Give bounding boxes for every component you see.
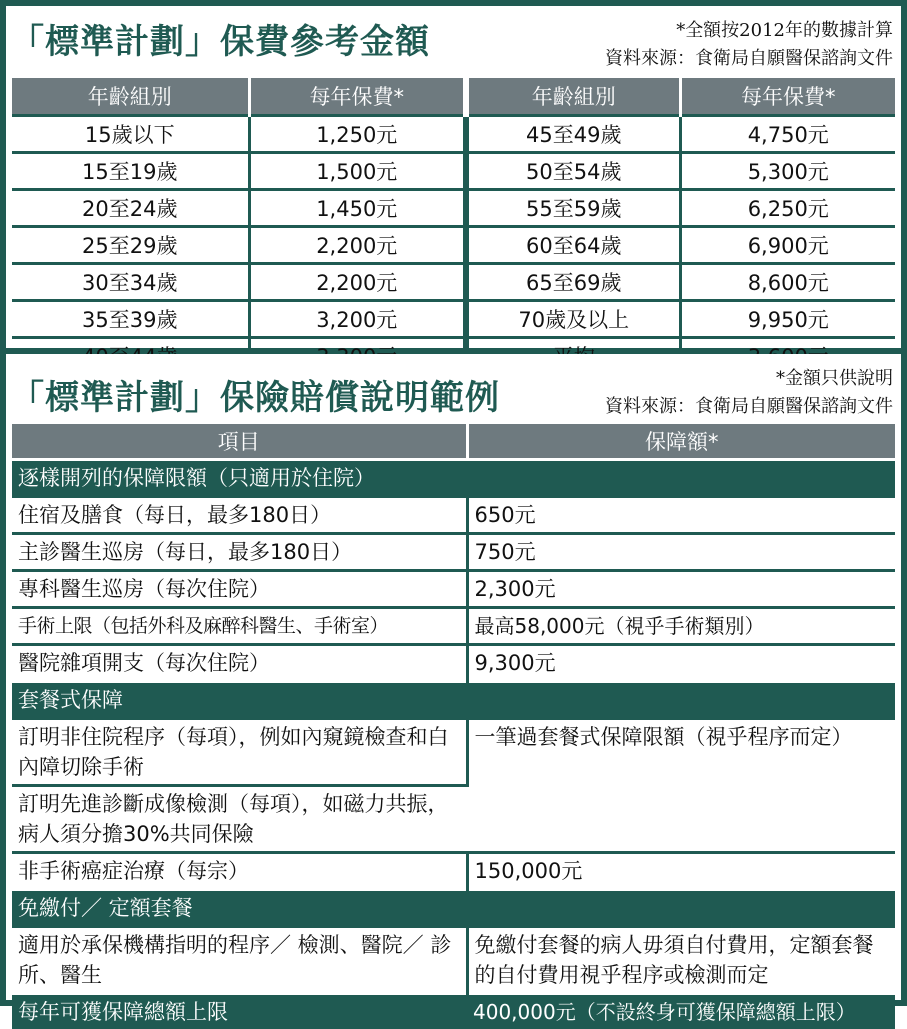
age-cell: 45至49歲 [466,116,680,153]
item-cell: 手術上限（包括外科及麻醉科醫生、手術室） [12,608,467,645]
item-cell: 訂明先進診斷成像檢測（每項），如磁力共振，病人須分擔30%共同保險 [12,786,467,853]
total-value: 400,000元（不設終身可獲保障總額上限） [467,994,895,1029]
coverage-cell: 9,300元 [467,645,895,682]
coverage-cell: 150,000元 [467,853,895,890]
premium-cell: 9,950元 [680,301,895,338]
header-annual-premium: 每年保費* [680,78,895,116]
table-row [12,719,895,786]
compensation-footnote: *金額只供說明 [776,364,893,390]
table-row [12,608,895,645]
premium-cell: 6,900元 [680,227,895,264]
premium-table [12,78,895,373]
premium-cell: 1,500元 [249,153,466,190]
compensation-title: 「標準計劃」保險賠償說明範例 [10,370,500,419]
table-row [12,571,895,608]
coverage-cell: 免繳付套餐的病人毋須自付費用，定額套餐的自付費用視乎程序或檢測而定 [467,927,895,994]
coverage-cell: 一筆過套餐式保障限額（視乎程序而定） [467,719,895,853]
compensation-source: 資料來源：食衛局自願醫保諮詢文件 [605,392,893,418]
item-cell: 主診醫生巡房（每日，最多180日） [12,534,467,571]
table-row [12,116,895,153]
compensation-table [12,424,895,1029]
age-cell: 65至69歲 [466,264,680,301]
item-cell: 適用於承保機構指明的程序／ 檢測、醫院／ 診所、醫生 [12,927,467,994]
premium-cell: 5,300元 [680,153,895,190]
premium-cell: 2,200元 [249,264,466,301]
premium-section [6,6,901,348]
table-row [12,190,895,227]
category-label: 免繳付／ 定額套餐 [12,890,895,927]
age-cell: 15至19歲 [12,153,249,190]
premium-cell: 1,450元 [249,190,466,227]
age-cell: 55至59歲 [466,190,680,227]
age-cell: 70歲及以上 [466,301,680,338]
table-row [12,153,895,190]
age-cell: 30至34歲 [12,264,249,301]
header-coverage: 保障額* [467,424,895,460]
category-label: 逐樣開列的保障限額（只適用於住院） [12,460,895,497]
header-age-group: 年齡組別 [12,78,249,116]
premium-cell: 3,200元 [249,301,466,338]
age-cell: 50至54歲 [466,153,680,190]
header-item: 項目 [12,424,467,460]
item-cell: 訂明非住院程序（每項），例如內窺鏡檢查和白內障切除手術 [12,719,467,786]
compensation-section [6,354,901,1000]
compensation-header-row [12,424,895,460]
total-label: 每年可獲保障總額上限 [12,994,467,1029]
category-row [12,460,895,497]
premium-cell: 8,600元 [680,264,895,301]
age-cell: 60至64歲 [466,227,680,264]
total-row [12,994,895,1029]
premium-cell: 6,250元 [680,190,895,227]
coverage-cell: 最高58,000元（視乎手術類別） [467,608,895,645]
table-row [12,227,895,264]
premium-cell: 1,250元 [249,116,466,153]
table-row [12,853,895,890]
coverage-cell: 2,300元 [467,571,895,608]
age-cell: 25至29歲 [12,227,249,264]
table-row [12,927,895,994]
premium-footnote: *全額按2012年的數據計算 [676,16,893,42]
age-cell: 20至24歲 [12,190,249,227]
coverage-cell: 650元 [467,497,895,534]
item-cell: 醫院雜項開支（每次住院） [12,645,467,682]
item-cell: 住宿及膳食（每日，最多180日） [12,497,467,534]
table-row [12,645,895,682]
coverage-cell: 750元 [467,534,895,571]
premium-cell: 4,750元 [680,116,895,153]
item-cell: 非手術癌症治療（每宗） [12,853,467,890]
premium-title: 「標準計劃」保費參考金額 [10,14,430,63]
category-label: 套餐式保障 [12,682,895,719]
category-row [12,890,895,927]
item-cell: 專科醫生巡房（每次住院） [12,571,467,608]
age-cell: 35至39歲 [12,301,249,338]
header-annual-premium: 每年保費* [249,78,466,116]
table-row [12,534,895,571]
header-age-group: 年齡組別 [466,78,680,116]
age-cell: 15歲以下 [12,116,249,153]
premium-source: 資料來源：食衛局自願醫保諮詢文件 [605,44,893,70]
category-row [12,682,895,719]
table-row [12,301,895,338]
table-row [12,497,895,534]
table-row [12,264,895,301]
premium-header-row [12,78,895,116]
premium-cell: 2,200元 [249,227,466,264]
